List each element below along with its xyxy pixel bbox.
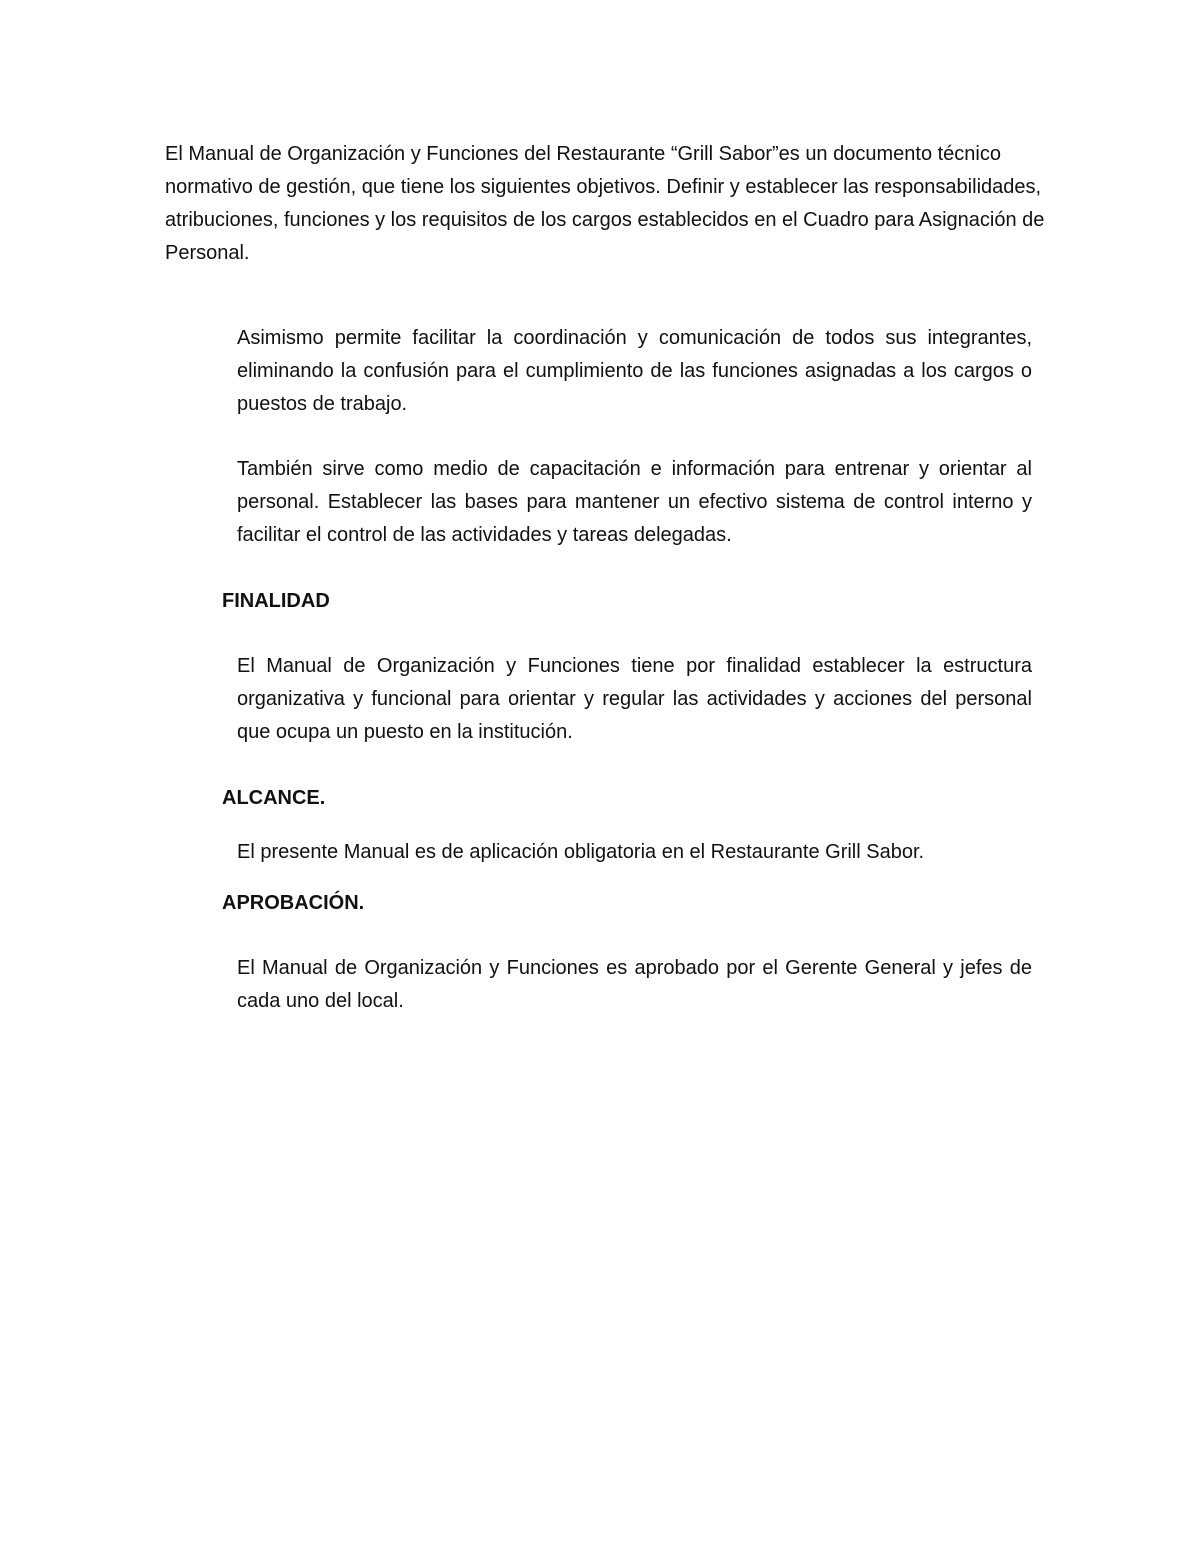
asimismo-paragraph: Asimismo permite facilitar la coordinación y comunicación de todos sus integrantes, eliminando la confusión para el cumplimiento de las funciones asignadas a los cargos o puestos de trabajo. (237, 327, 1032, 415)
finalidad-heading: FINALIDAD (222, 590, 330, 612)
finalidad-paragraph: El Manual de Organización y Funciones tiene por finalidad establecer la estructura organizativa y funcional para orientar y regular las actividades y acciones del personal que ocupa un puesto en la institución. (237, 655, 1032, 743)
intro-paragraph: El Manual de Organización y Funciones del Restaurante “Grill Sabor”es un documento técnico normativo de gestión, que tiene los siguientes objetivos. Definir y establecer las responsabilidades, atribuciones, funciones y los requisitos de los cargos establecidos en el Cuadro para Asignación de Personal. (165, 143, 1045, 264)
aprobacion-heading: APROBACIÓN. (222, 892, 365, 914)
aprobacion-paragraph: El Manual de Organización y Funciones es aprobado por el Gerente General y jefes de cada uno del local. (237, 957, 1032, 1012)
tambien-paragraph: También sirve como medio de capacitación e información para entrenar y orientar al personal. Establecer las bases para mantener un efectivo sistema de control interno y facilitar el control de las actividades y tareas delegadas. (237, 458, 1032, 546)
alcance-paragraph: El presente Manual es de aplicación obligatoria en el Restaurante Grill Sabor. (237, 841, 925, 863)
alcance-heading: ALCANCE. (222, 787, 326, 809)
